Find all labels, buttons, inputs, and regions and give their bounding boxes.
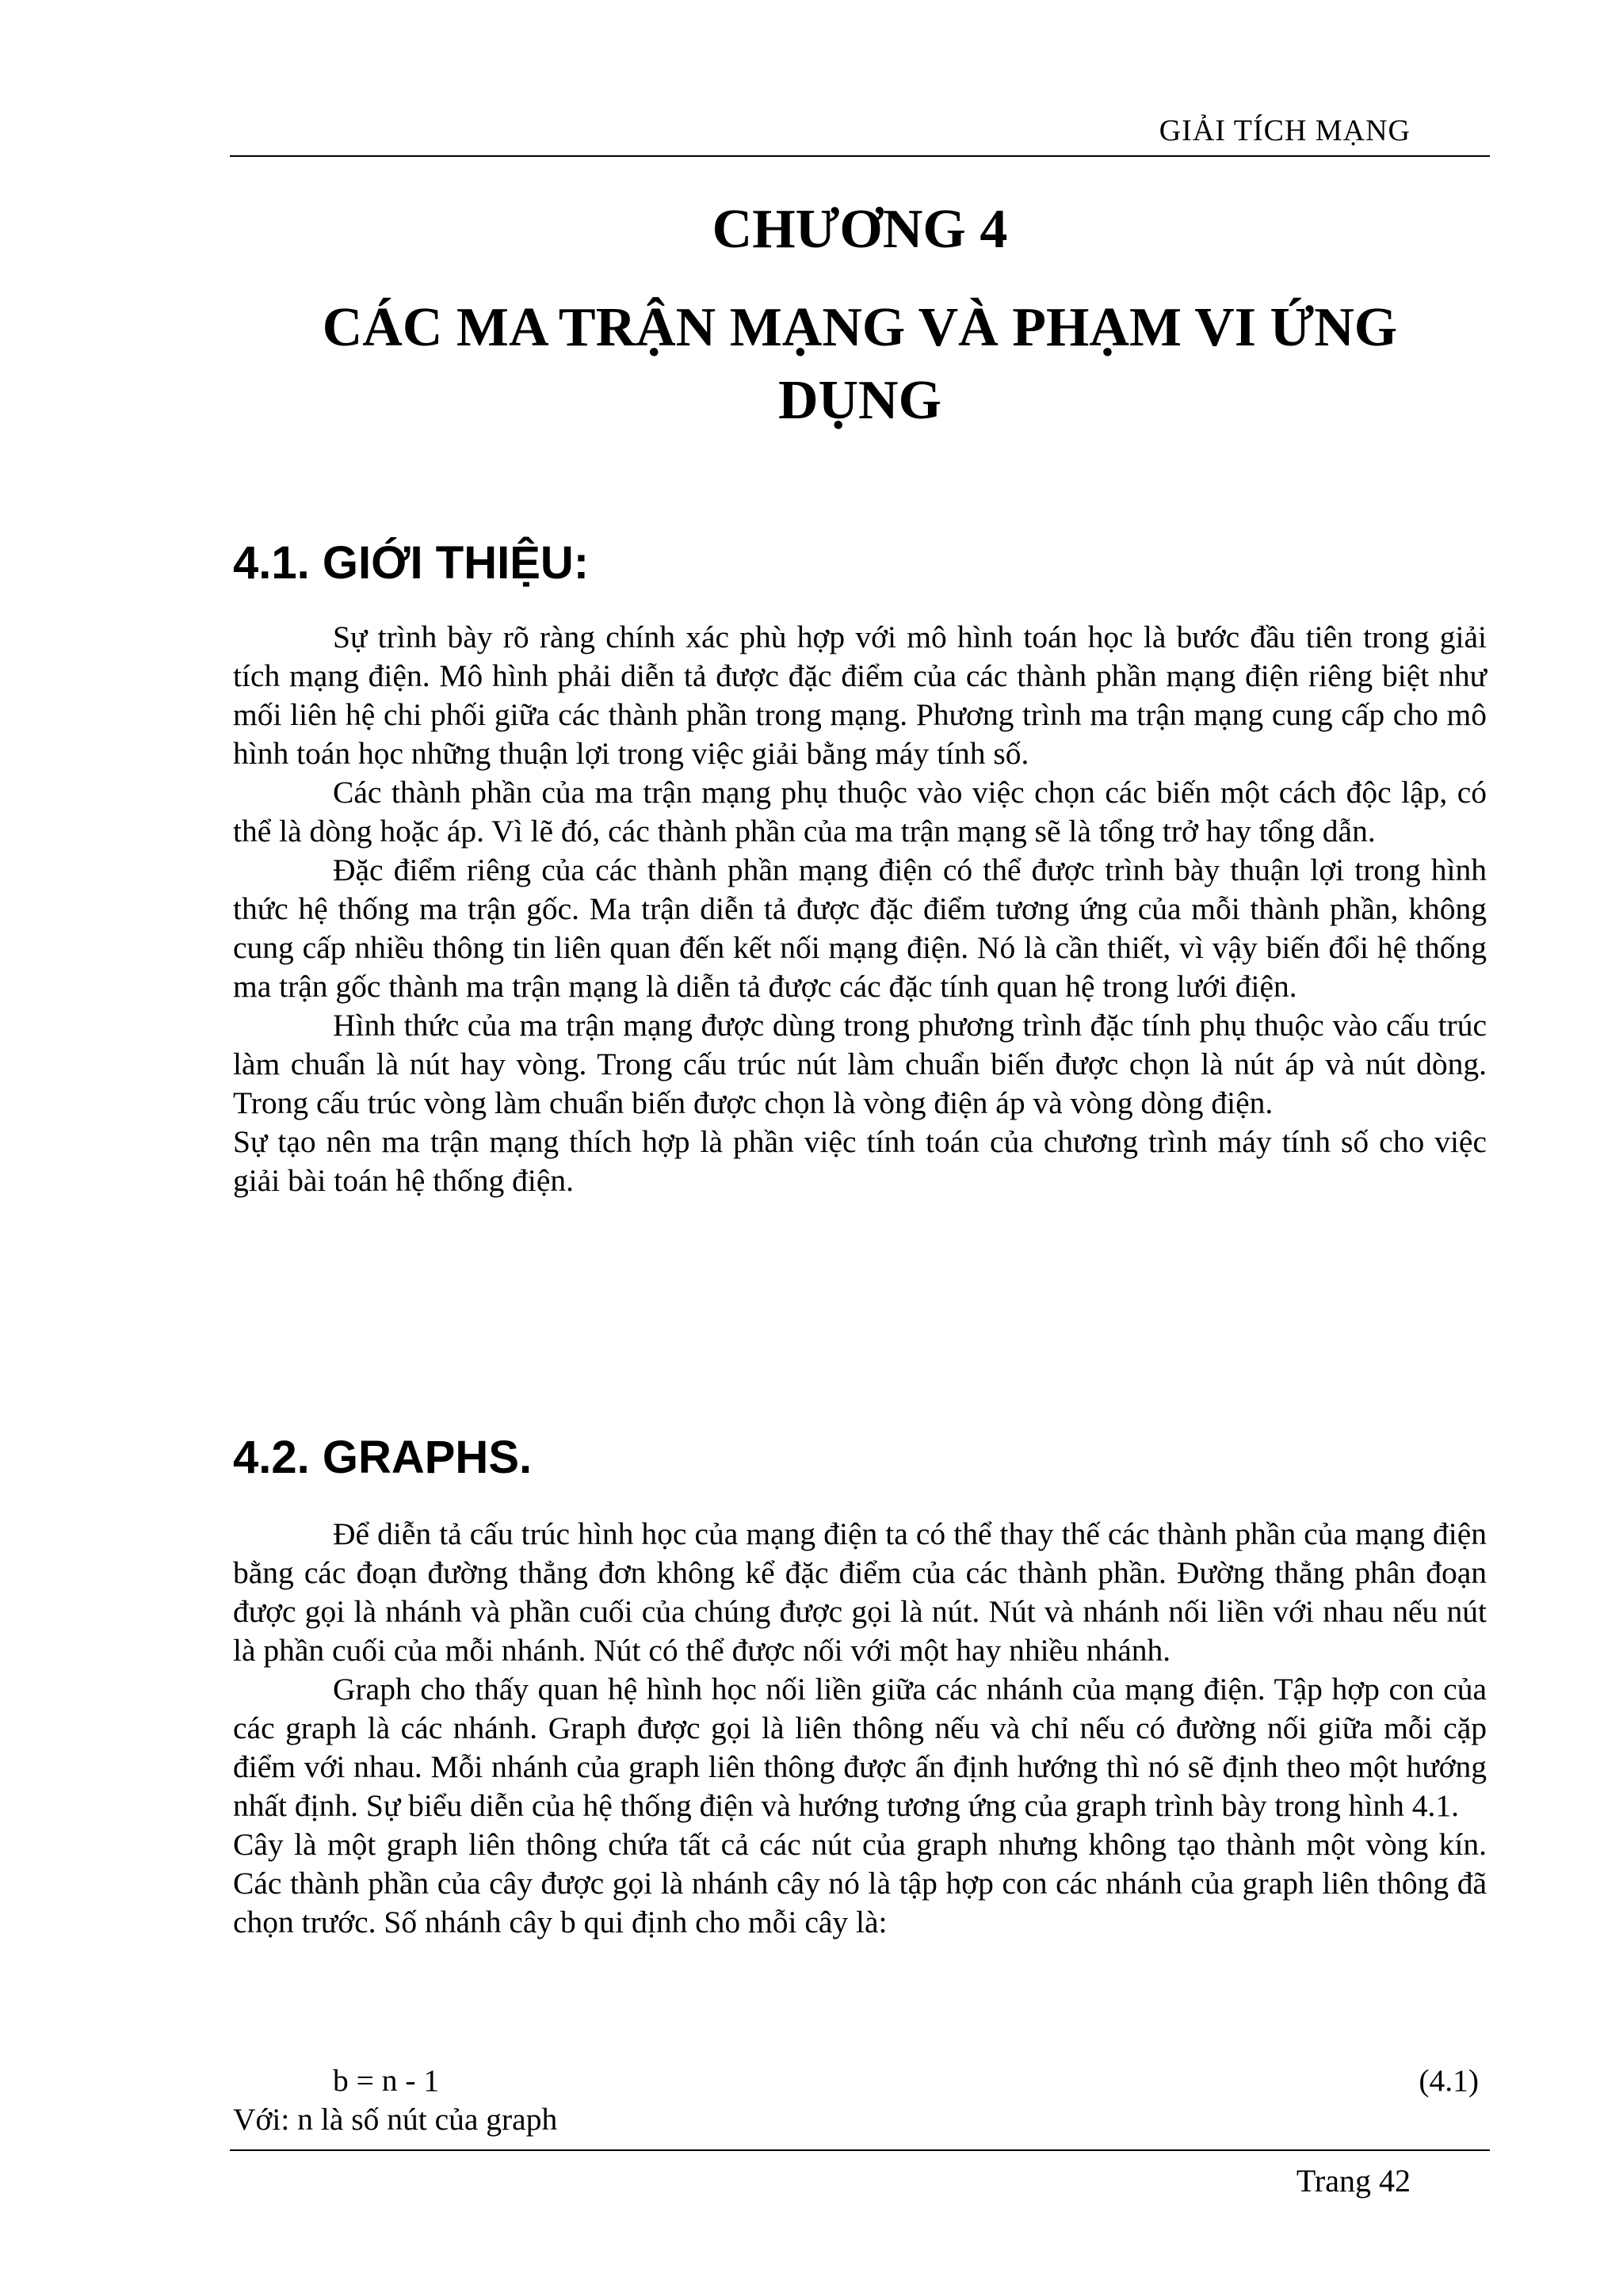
paragraph: Để diễn tả cấu trúc hình học của mạng điện ta có thể thay thế các thành phần của mạng điện bằng các đoạn đường thẳng đơn không kể đặc điểm của các thành phần. Đường thẳng phân đoạn được gọi là nhánh và phần cuối của chúng được gọi là nút. Nút và nhánh nối liền với nhau nếu nút là phần cuối của mỗi nhánh. Nút có thể được nối với một hay nhiều nhánh. xyxy=(233,1516,1487,1668)
paragraph: Hình thức của ma trận mạng được dùng trong phương trình đặc tính phụ thuộc vào cấu trúc làm chuẩn là nút hay vòng. Trong cấu trúc nút làm chuẩn biến được chọn là nút áp và nút dòng. Trong cấu trúc vòng làm chuẩn biến được chọn là vòng điện áp và vòng dòng điện. xyxy=(233,1008,1487,1120)
paragraph: Các thành phần của ma trận mạng phụ thuộc vào việc chọn các biến một cách độc lập, có thể là dòng hoặc áp. Vì lẽ đó, các thành phần của ma trận mạng sẽ là tổng trở hay tổng dẫn. xyxy=(233,775,1487,849)
paragraph: Sự tạo nên ma trận mạng thích hợp là phần việc tính toán của chương trình máy tính số cho việc giải bài toán hệ thống điện. xyxy=(233,1124,1487,1198)
equation-note: Với: n là số nút của graph xyxy=(233,2102,558,2137)
equation-number: (4.1) xyxy=(1419,2063,1479,2098)
chapter-title-line-1: CÁC MA TRẬN MẠNG VÀ PHẠM VI ỨNG xyxy=(322,297,1398,358)
section-heading-intro: 4.1. GIỚI THIỆU: xyxy=(233,537,590,589)
chapter-title-line-2: DỤNG xyxy=(777,370,942,431)
paragraph: Graph cho thấy quan hệ hình học nối liền giữa các nhánh của mạng điện. Tập hợp con của các graph là các nhánh. Graph được gọi là liên thông nếu và chỉ nếu có đường nối giữa mỗi cặp điểm với nhau. Mỗi nhánh của graph liên thông được ấn định hướng thì nó sẽ định theo một hướng nhất định. Sự biểu diễn của hệ thống điện và hướng tương ứng của graph trình bày trong hình 4.1. xyxy=(233,1672,1487,1823)
paragraph: Sự trình bày rõ ràng chính xác phù hợp với mô hình toán học là bước đầu tiên trong giải tích mạng điện. Mô hình phải diễn tả được đặc điểm của các thành phần mạng điện riêng biệt như mối liên hệ chi phối giữa các thành phần trong mạng. Phương trình ma trận mạng cung cấp cho mô hình toán học những thuận lợi trong việc giải bằng máy tính số. xyxy=(233,620,1487,771)
page-number: Trang 42 xyxy=(1296,2163,1411,2199)
paragraph: Đặc điểm riêng của các thành phần mạng điện có thể được trình bày thuận lợi trong hình thức hệ thống ma trận gốc. Ma trận diễn tả được đặc điểm tương ứng của mỗi thành phần, không cung cấp nhiều thông tin liên quan đến kết nối mạng điện. Nó là cần thiết, vì vậy biến đổi hệ thống ma trận gốc thành ma trận mạng là diễn tả được các đặc tính quan hệ trong lưới điện. xyxy=(233,852,1487,1004)
equation-formula: b = n - 1 xyxy=(333,2063,440,2098)
footer-rule xyxy=(230,2149,1490,2151)
chapter-number: CHƯƠNG 4 xyxy=(712,199,1008,260)
section-heading-graphs: 4.2. GRAPHS. xyxy=(233,1432,533,1483)
section-graphs-body xyxy=(233,1515,1487,1942)
section-intro-body xyxy=(233,618,1487,1200)
header-rule xyxy=(230,155,1490,157)
chapter-title xyxy=(230,292,1490,437)
running-header: GIẢI TÍCH MẠNG xyxy=(1159,114,1411,147)
paragraph: Cây là một graph liên thông chứa tất cả các nút của graph nhưng không tạo thành một vòng kín. Các thành phần của cây được gọi là nhánh cây nó là tập hợp con các nhánh của graph liên thông đã chọn trước. Số nhánh cây b qui định cho mỗi cây là: xyxy=(233,1827,1487,1939)
